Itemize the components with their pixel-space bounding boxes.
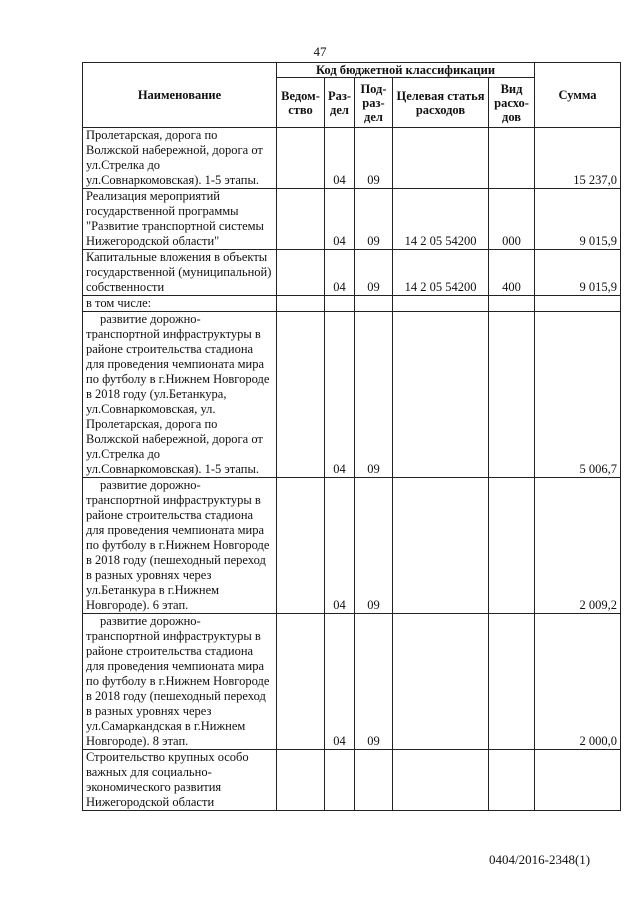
cell-vedomstvo — [277, 250, 325, 296]
cell-sum: 15 237,0 — [535, 128, 621, 189]
cell-name: развитие дорожно-транспортной инфраструктуры в районе строительства стадиона для проведения чемпионата мира по футболу в г.Нижнем Новгороде в 2018 году (ул.Бетанкура, ул.Совнаркомовская, ул. Пролетарская, дорога по Волжской набережной, дорога от ул.Стрелка до ул.Совнаркомовская). 1-5 этапы. — [83, 312, 277, 478]
cell-razdel: 04 — [325, 189, 355, 250]
cell-vid-rashodov — [489, 128, 535, 189]
cell-sum: 5 006,7 — [535, 312, 621, 478]
cell-name: развитие дорожно-транспортной инфраструктуры в районе строительства стадиона для проведения чемпионата мира по футболу в г.Нижнем Новгороде в 2018 году (пешеходный переход в разных уровнях через ул.Бетанкура в г.Нижнем Новгороде). 6 этап. — [83, 478, 277, 614]
page-number: 47 — [313, 44, 327, 59]
table-row — [83, 250, 621, 296]
header-razdel: Раз-дел — [325, 78, 355, 128]
cell-vedomstvo — [277, 312, 325, 478]
cell-podrazdel — [355, 750, 393, 811]
cell-vid-rashodov — [489, 614, 535, 750]
table-row — [83, 189, 621, 250]
cell-vedomstvo — [277, 296, 325, 312]
cell-razdel — [325, 296, 355, 312]
document-code: 0404/2016-2348(1) — [489, 852, 591, 867]
cell-vid-rashodov — [489, 478, 535, 614]
cell-sum: 2 009,2 — [535, 478, 621, 614]
cell-name: Пролетарская, дорога по Волжской набережной, дорога от ул.Стрелка до ул.Совнаркомовская). 1-5 этапы. — [83, 128, 277, 189]
cell-vid-rashodov — [489, 312, 535, 478]
header-vid-rashodov: Вид расхо-дов — [489, 78, 535, 128]
cell-podrazdel: 09 — [355, 128, 393, 189]
header-podrazdel: Под-раз-дел — [355, 78, 393, 128]
cell-vid-rashodov — [489, 296, 535, 312]
cell-vedomstvo — [277, 128, 325, 189]
cell-celevaya-statya — [393, 750, 489, 811]
table-row — [83, 296, 621, 312]
cell-name: Реализация мероприятий государственной программы "Развитие транспортной системы Нижегородской области" — [83, 189, 277, 250]
table-row — [83, 312, 621, 478]
cell-razdel: 04 — [325, 250, 355, 296]
table-row — [83, 478, 621, 614]
cell-vedomstvo — [277, 189, 325, 250]
header-name: Наименование — [83, 63, 277, 128]
cell-name: развитие дорожно-транспортной инфраструктуры в районе строительства стадиона для проведения чемпионата мира по футболу в г.Нижнем Новгороде в 2018 году (пешеходный переход в разных уровнях через ул.Самаркандская в г.Нижнем Новгороде). 8 этап. — [83, 614, 277, 750]
table-row — [83, 614, 621, 750]
cell-celevaya-statya — [393, 312, 489, 478]
cell-podrazdel: 09 — [355, 478, 393, 614]
cell-vid-rashodov: 400 — [489, 250, 535, 296]
cell-razdel: 04 — [325, 478, 355, 614]
cell-podrazdel: 09 — [355, 250, 393, 296]
cell-vedomstvo — [277, 614, 325, 750]
cell-podrazdel: 09 — [355, 189, 393, 250]
cell-vid-rashodov: 000 — [489, 189, 535, 250]
header-vedomstvo: Ведом-ство — [277, 78, 325, 128]
cell-celevaya-statya — [393, 296, 489, 312]
cell-sum: 9 015,9 — [535, 189, 621, 250]
header-celevaya-statya: Целевая статья расходов — [393, 78, 489, 128]
cell-celevaya-statya — [393, 128, 489, 189]
cell-sum — [535, 296, 621, 312]
cell-podrazdel — [355, 296, 393, 312]
table-row — [83, 750, 621, 811]
budget-table — [82, 62, 621, 811]
cell-vid-rashodov — [489, 750, 535, 811]
cell-vedomstvo — [277, 750, 325, 811]
cell-podrazdel: 09 — [355, 312, 393, 478]
cell-sum: 9 015,9 — [535, 250, 621, 296]
cell-celevaya-statya — [393, 478, 489, 614]
cell-podrazdel: 09 — [355, 614, 393, 750]
cell-razdel: 04 — [325, 128, 355, 189]
table-row — [83, 128, 621, 189]
cell-name: Строительство крупных особо важных для социально-экономического развития Нижегородской области — [83, 750, 277, 811]
cell-name: Капитальные вложения в объекты государственной (муниципальной) собственности — [83, 250, 277, 296]
header-sum: Сумма — [535, 63, 621, 128]
header-budget-code-group: Код бюджетной классификации — [277, 63, 535, 78]
cell-razdel: 04 — [325, 614, 355, 750]
cell-celevaya-statya: 14 2 05 54200 — [393, 250, 489, 296]
cell-vedomstvo — [277, 478, 325, 614]
cell-name: в том числе: — [83, 296, 277, 312]
cell-celevaya-statya: 14 2 05 54200 — [393, 189, 489, 250]
cell-sum — [535, 750, 621, 811]
cell-sum: 2 000,0 — [535, 614, 621, 750]
cell-razdel: 04 — [325, 312, 355, 478]
cell-celevaya-statya — [393, 614, 489, 750]
cell-razdel — [325, 750, 355, 811]
